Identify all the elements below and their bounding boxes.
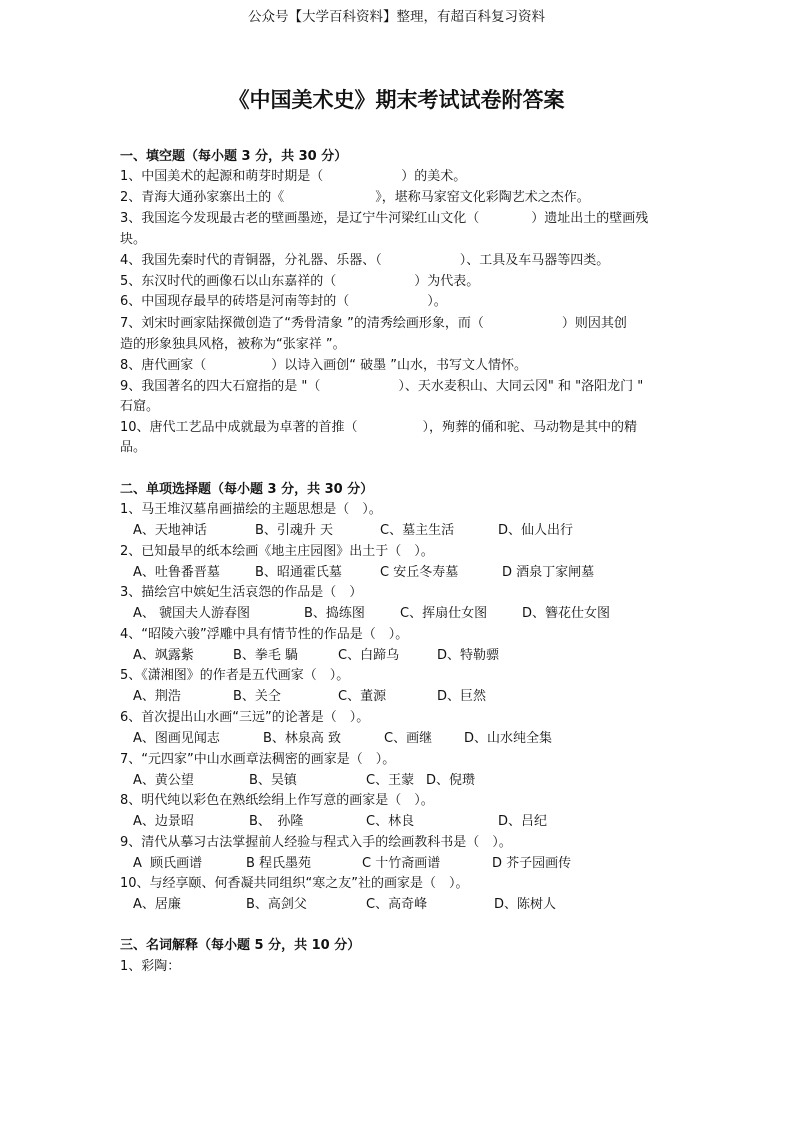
answer-option: C、白蹄乌	[338, 647, 400, 663]
answer-option: B、昭通霍氏墓	[255, 564, 342, 580]
question-text: 6、首次提出山水画“三远”的论著是（ ）。	[120, 710, 370, 725]
answer-option: B、引魂升 天	[255, 523, 334, 538]
section-heading: 三、名词解释（每小题 5 分，共 10 分）	[120, 938, 361, 953]
answer-option: C、王蒙	[366, 772, 415, 788]
answer-option: D、吕纪	[498, 814, 548, 830]
question-text: 10、与经享颐、何香凝共同组织“寒之友”社的画家是（ ）。	[120, 876, 469, 892]
answer-option: B、拳毛 騧	[233, 647, 299, 663]
fill-blank-line: 1、中国美术的起源和萌芽时期是（ ）的美术。	[120, 169, 467, 184]
answer-option: C、高奇峰	[366, 897, 428, 913]
fill-blank-line: 2、青海大通孙家寨出土的《 》，堪称马家窑文化彩陶艺术之杰作。	[120, 190, 590, 205]
answer-option: D、陈树人	[494, 897, 557, 913]
answer-option: A 顾氏画谱	[133, 855, 203, 871]
answer-option: B、捣练图	[304, 606, 365, 622]
answer-option: A、居廉	[133, 897, 181, 913]
answer-option: C、董源	[338, 689, 387, 705]
fill-blank-line: 造的形象独具风格，被称为“张家祥 ”。	[120, 337, 346, 352]
question-text: 8、明代纯以彩色在熟纸绘绢上作写意的画家是（ ）。	[120, 793, 434, 809]
answer-option: C 十竹斋画谱	[362, 855, 441, 871]
fill-blank-line: 3、我国迄今发现最古老的壁画墨迹，是辽宁牛河梁红山文化（ ）遗址出土的壁画残	[120, 211, 649, 226]
answer-option: D、巨然	[437, 689, 487, 705]
document-title: 《中国美术史》期末考试试卷附答案	[228, 88, 565, 112]
answer-option: C、画继	[384, 731, 433, 746]
answer-option: B、 孙隆	[249, 814, 304, 830]
answer-option: C 安丘冬寿墓	[380, 564, 459, 580]
answer-option: C、墓主生活	[380, 523, 455, 538]
answer-option: C、林良	[366, 814, 415, 830]
answer-option: D 芥子园画传	[492, 855, 572, 871]
answer-option: B、关仝	[233, 689, 281, 705]
question-text: 9、清代从摹习古法掌握前人经验与程式入手的绘画教科书是（ ）。	[120, 834, 512, 850]
question-text: 5、《潇湘图》的作者是五代画家（ ）。	[120, 668, 350, 684]
answer-option: D、仙人出行	[498, 523, 574, 538]
fill-blank-line: 6、中国现存最早的砖塔是河南等封的（ ）。	[120, 294, 447, 309]
answer-option: D、簪花仕女图	[522, 606, 611, 622]
page-header: 公众号【大学百科资料】整理，有超百科复习资料	[248, 9, 545, 25]
fill-blank-line: 4、我国先秦时代的青铜器，分礼器、乐器、（ ）、工具及车马器等四类。	[120, 253, 610, 268]
fill-blank-line: 品。	[120, 440, 147, 455]
fill-blank-line: 5、东汉时代的画像石以山东嘉祥的（ ）为代表。	[120, 274, 480, 289]
section-heading: 一、填空题（每小题 3 分，共 30 分）	[120, 149, 348, 164]
answer-option: A、黄公望	[133, 772, 194, 788]
question-text: 3、描绘宫中嫔妃生活哀怨的作品是（ ）	[120, 585, 363, 601]
answer-option: B 程氏墨苑	[246, 855, 312, 871]
fill-blank-line: 8、唐代画家（ ）以诗入画创“ 破墨 ”山水，书写文人情怀。	[120, 358, 528, 373]
question-text: 1、马王堆汉墓帛画描绘的主题思想是（ ）。	[120, 502, 382, 517]
fill-blank-line: 7、刘宋时画家陆探微创造了“秀骨清象 ”的清秀绘画形象，而（ ）则因其创	[120, 316, 627, 331]
fill-blank-line: 块。	[120, 232, 147, 247]
term-question: 1、彩陶：	[120, 959, 181, 974]
question-text: 7、“元四家”中山水画章法稠密的画家是（ ）。	[120, 751, 396, 767]
answer-option: D、倪瓒	[426, 772, 476, 788]
question-text: 4、“昭陵六骏”浮雕中具有情节性的作品是（ ）。	[120, 626, 409, 642]
fill-blank-line: 石窟。	[120, 399, 160, 414]
fill-blank-line: 10、唐代工艺品中成就最为卓著的首推（ ），殉葬的俑和驼、马动物是其中的精	[120, 420, 638, 435]
answer-option: D 酒泉丁家闸墓	[502, 564, 595, 580]
answer-option: A、荆浩	[133, 689, 181, 705]
answer-option: B、吴镇	[249, 772, 297, 788]
answer-option: A、 虢国夫人游春图	[133, 606, 251, 622]
question-text: 2、已知最早的纸本绘画《地主庄园图》出土于（ ）。	[120, 543, 434, 559]
answer-option: A、边景昭	[133, 814, 194, 830]
answer-option: A、图画见闻志	[133, 731, 220, 746]
answer-option: B、高剑父	[246, 897, 307, 913]
answer-option: A、天地神话	[133, 523, 207, 538]
answer-option: B、林泉高 致	[263, 731, 342, 746]
answer-option: C、挥扇仕女图	[400, 606, 488, 622]
section-heading: 二、单项选择题（每小题 3 分，共 30 分）	[120, 482, 374, 497]
answer-option: D、山水纯全集	[464, 731, 553, 746]
fill-blank-line: 9、我国著名的四大石窟指的是 "（ ）、天水麦积山、大同云冈" 和 "洛阳龙门 "	[120, 379, 644, 394]
answer-option: A、飒露紫	[133, 647, 194, 663]
answer-option: A、吐鲁番晋墓	[133, 564, 220, 580]
answer-option: D、特勒骠	[437, 647, 500, 663]
